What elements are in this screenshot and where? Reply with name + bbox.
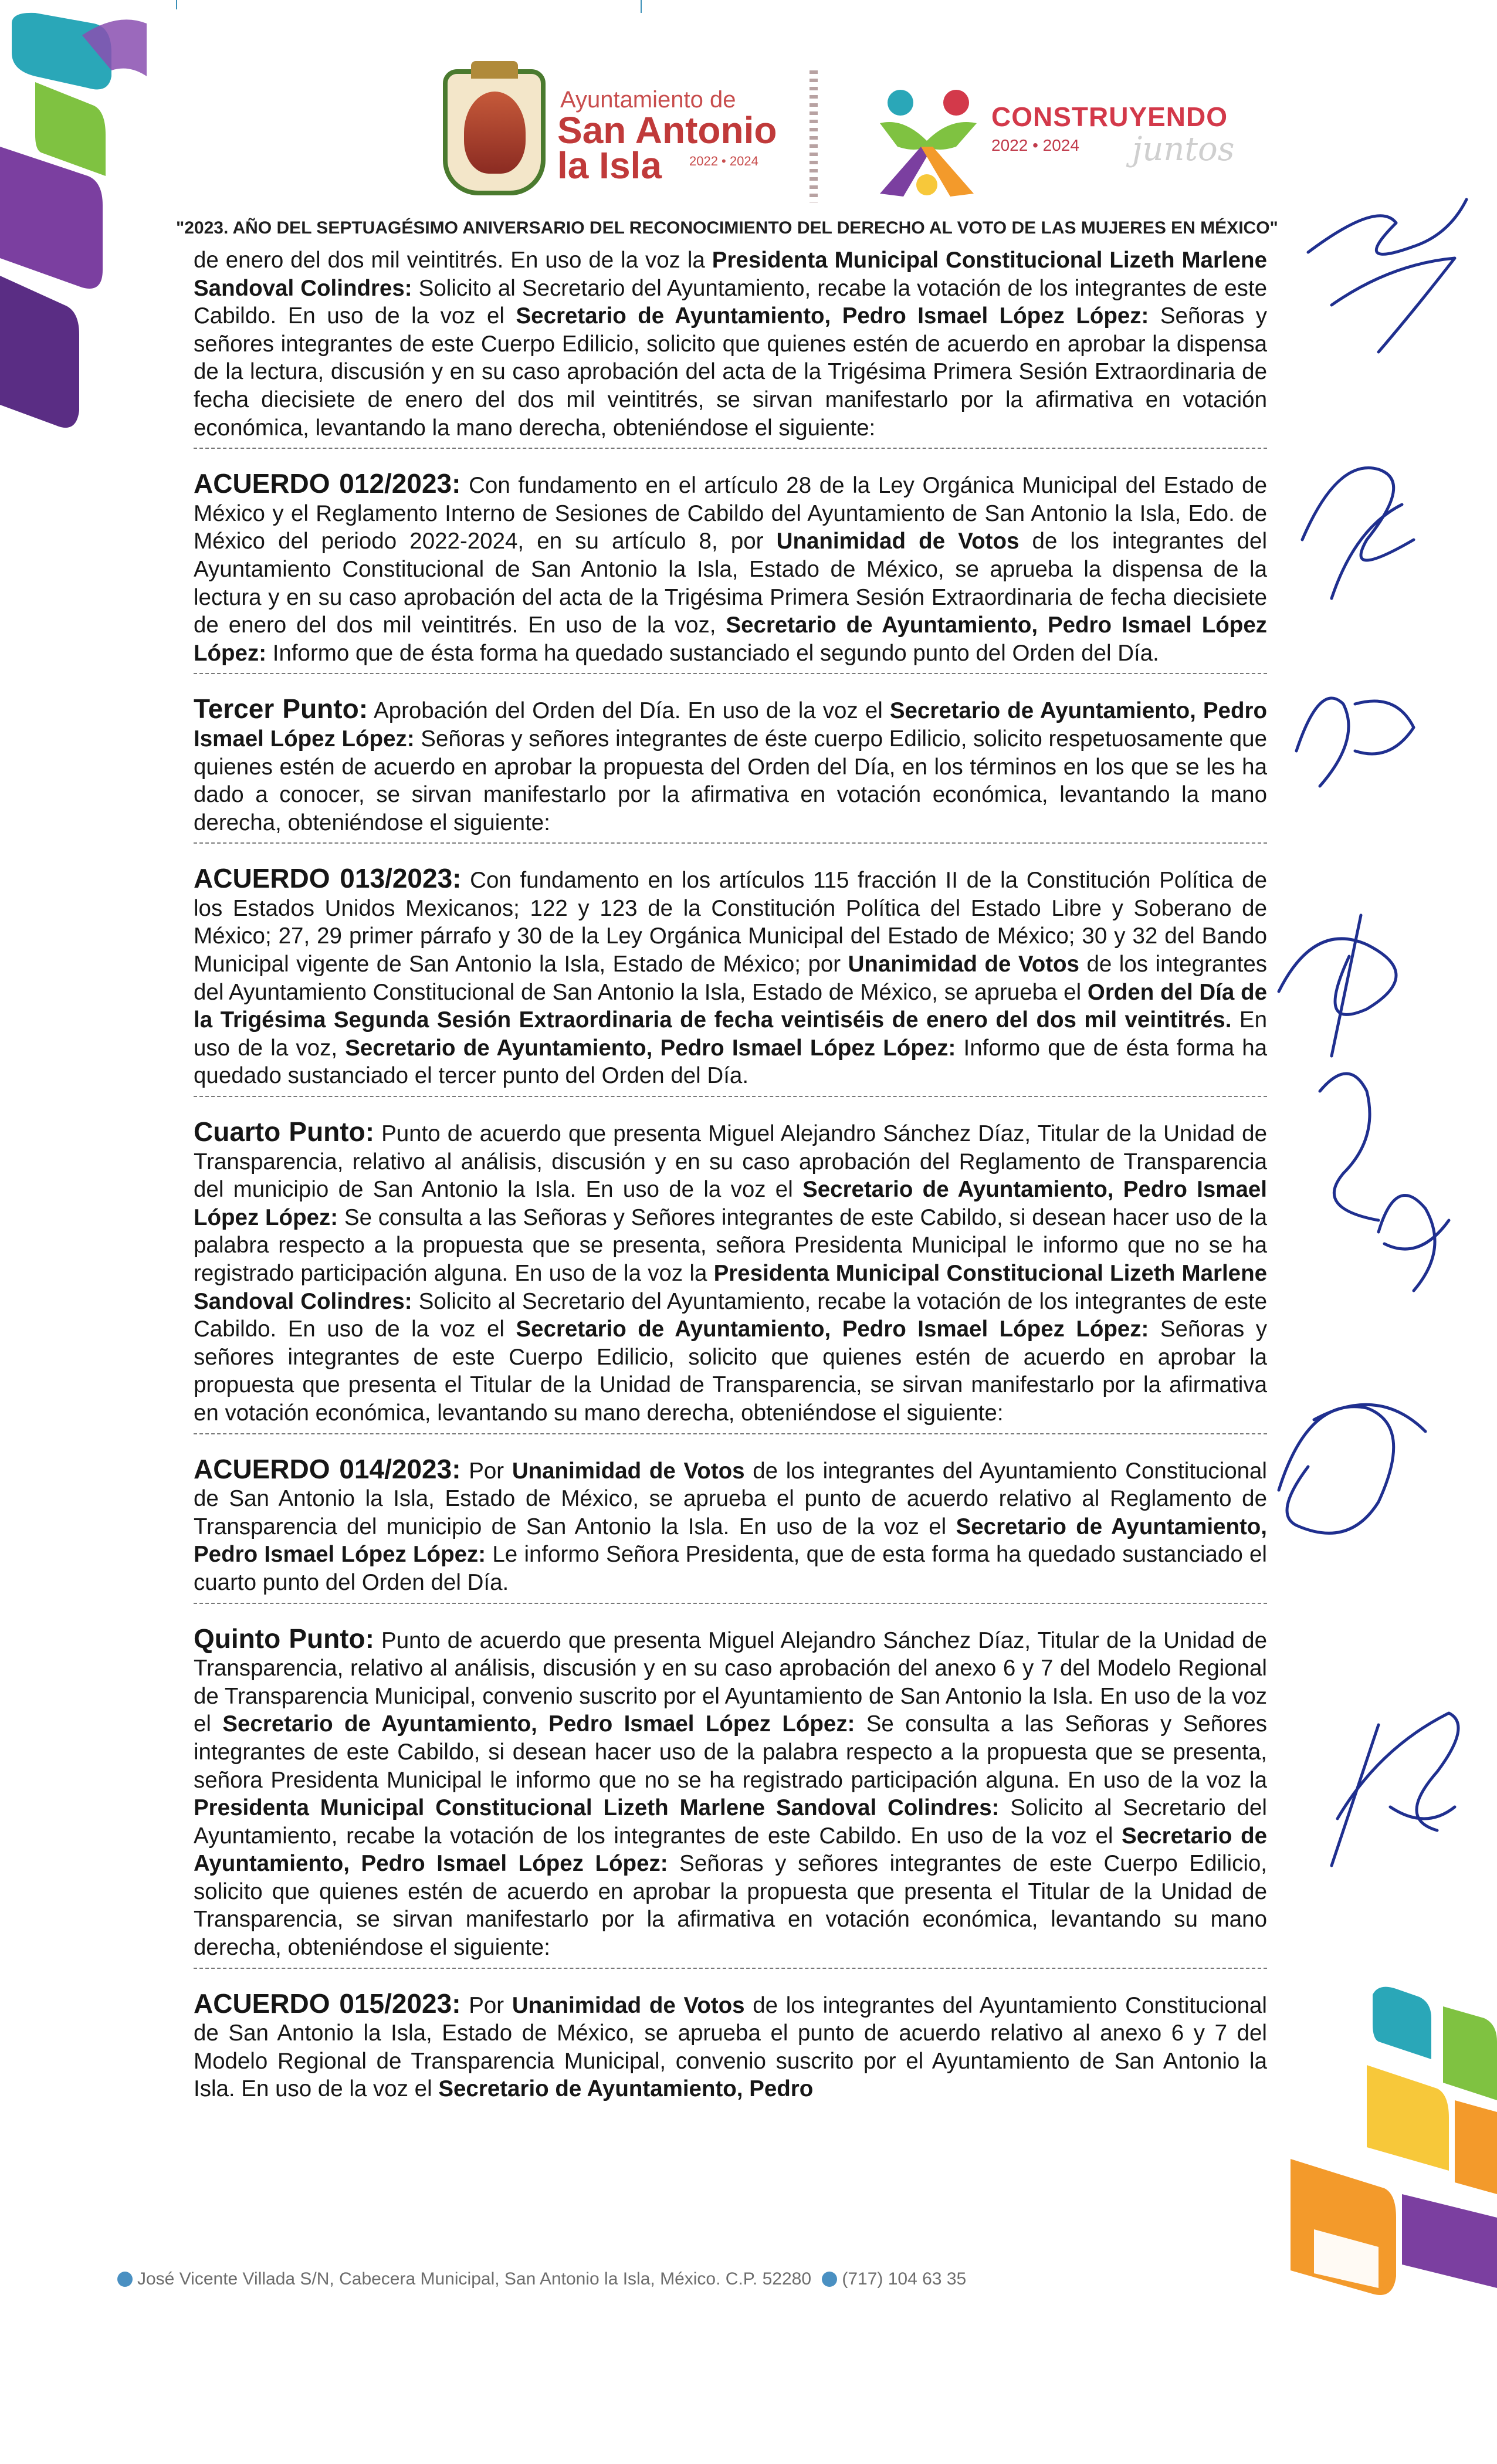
ayuntamiento-name: San Antonio la Isla bbox=[557, 109, 777, 187]
separator bbox=[194, 1603, 1267, 1622]
top-edge-mark bbox=[641, 0, 642, 13]
construyendo-logo-icon bbox=[868, 82, 985, 199]
ayuntamiento-years: 2022 • 2024 bbox=[689, 154, 758, 168]
construyendo-years bbox=[991, 136, 1079, 155]
crest-figure bbox=[464, 92, 526, 174]
signature-3 bbox=[1296, 698, 1414, 786]
tercer-punto: Tercer Punto: Aprobación del Orden del Día. En uso de la voz el Secretario de Ayuntamiento, Pedro Ismael López López: Señoras y señores integrantes de éste cuerpo Edilicio, solicito respetuosamente que quienes estén de acuerdo en aprobar la propuesta del Orden del Día, en los términos en los que se les ha dado a conocer, se sirvan manifestarlo por la afirmativa en votación económica, levantando la mano derecha, obteniéndose el siguiente: bbox=[194, 693, 1267, 835]
separator bbox=[194, 1096, 1267, 1115]
decor-top-left-shapes bbox=[0, 0, 153, 446]
signature-6 bbox=[1379, 1196, 1449, 1291]
acuerdo-015: ACUERDO 015/2023: Por Unanimidad de Votos de los integrantes del Ayuntamiento Constitucional de San Antonio la Isla, Estado de México, se aprueba el punto de acuerdo relativo al anexo 6 y 7 del Modelo Regional de Transparencia Municipal, convenio suscrito por el Ayuntamiento de San Antonio la Isla. En uso de la voz el Secretario de Ayuntamiento, Pedro bbox=[194, 1988, 1267, 2102]
separator bbox=[194, 448, 1267, 466]
crest-crown bbox=[471, 61, 518, 79]
phone-icon bbox=[822, 2272, 837, 2287]
margin-signatures bbox=[1261, 176, 1496, 1995]
acuerdo-013: ACUERDO 013/2023: Con fundamento en los artículos 115 fracción II de la Constitución Política de los Estados Unidos Mexicanos; 122 y 123 de la Constitución Política del Estado Libre y Soberano de México; 27, 29 primer párrafo y 30 de la Ley Orgánica Municipal del Estado de México; 30 y 32 del Bando Municipal vigente de San Antonio la Isla, Estado de México; por Unanimidad de Votos de los integrantes del Ayuntamiento Constitucional de San Antonio la Isla, Estado de México, se aprueba el Orden del Día de la Trigésima Segunda Sesión Extraordinaria de fecha veintiséis de enero del dos mil veintitrés. En uso de la voz, Secretario de Ayuntamiento, Pedro Ismael López López: Informo que de ésta forma ha quedado sustanciado el tercer punto del Orden del Día. bbox=[194, 863, 1268, 1089]
construyendo-title: CONSTRUYENDO bbox=[991, 101, 1228, 132]
decor-bottom-right bbox=[1291, 1983, 1497, 2311]
location-icon bbox=[117, 2272, 133, 2287]
separator bbox=[194, 1433, 1267, 1452]
signature-5 bbox=[1320, 1074, 1379, 1220]
decor-top-left bbox=[0, 0, 153, 446]
footer-phone: (717) 104 63 35 bbox=[842, 2269, 967, 2289]
signature-8 bbox=[1332, 1713, 1458, 1866]
acuerdo-014: ACUERDO 014/2023: Por Unanimidad de Votos de los integrantes del Ayuntamiento Constitucional de San Antonio la Isla, Estado de México, se aprueba el punto de acuerdo relativo al Reglamento de Transparencia del municipio de San Antonio la Isla. En uso de la voz el Secretario de Ayuntamiento, Pedro Ismael López López: Le informo Señora Presidenta, que de esta forma ha quedado sustanciado el cuarto punto del Orden del Día. bbox=[194, 1453, 1268, 1595]
cuarto-punto: Cuarto Punto: Punto de acuerdo que presenta Miguel Alejandro Sánchez Díaz, Titular de la Unidad de Transparencia, relativo al análisis, discusión y en su caso aprobación del Reglamento de Transparencia del municipio de San Antonio la Isla. En uso de la voz el Secretario de Ayuntamiento, Pedro Ismael López López: Se consulta a las Señoras y Señores integrantes de este Cabildo, si desean hacer uso de la palabra respecto a la propuesta que se presenta, señora Presidenta Municipal le informo que no se ha registrado participación alguna. En uso de la voz la Presidenta Municipal Constitucional Lizeth Marlene Sandoval Colindres: Solicito al Secretario del Ayuntamiento, recabe la votación de los integrantes de este Cabildo. En uso de la voz el Secretario de Ayuntamiento, Pedro Ismael López López: Señoras y señores integrantes de este Cuerpo Edilicio, solicito que quienes estén de acuerdo en aprobar la propuesta que presenta el Titular de la Unidad de Transparencia, se sirvan manifestarlo por la afirmativa en votación económica, levantando su mano derecha, obteniéndose el siguiente: bbox=[194, 1116, 1268, 1426]
ayuntamiento-label: Ayuntamiento de bbox=[560, 87, 736, 113]
footer-address: José Vicente Villada S/N, Cabecera Municipal, San Antonio la Isla, México. C.P. 52280 bbox=[137, 2269, 812, 2289]
municipal-crest bbox=[443, 69, 546, 195]
signature-4 bbox=[1279, 915, 1396, 1056]
signature-1 bbox=[1308, 199, 1466, 352]
decor-bottom-right-shapes bbox=[1291, 1983, 1497, 2311]
header-divider bbox=[810, 70, 818, 202]
construyendo-years-text: 2022 • 2024 bbox=[991, 136, 1079, 154]
quinto-punto: Quinto Punto: Punto de acuerdo que presenta Miguel Alejandro Sánchez Díaz, Titular de la Unidad de Transparencia, relativo al análisis, discusión y en su caso aprobación del anexo 6 y 7 del Modelo Regional de Transparencia Municipal, convenio suscrito por el Ayuntamiento de San Antonio la Isla. En uso de la voz el Secretario de Ayuntamiento, Pedro Ismael López López: Se consulta a las Señoras y Señores integrantes de este Cabildo, si desean hacer uso de la palabra respecto a la propuesta que se presenta, señora Presidenta Municipal le informo que no se ha registrado participación alguna. En uso de la voz la Presidenta Municipal Constitucional Lizeth Marlene Sandoval Colindres: Solicito al Secretario del Ayuntamiento, recabe la votación de los integrantes de este Cabildo. En uso de la voz el Secretario de Ayuntamiento, Pedro Ismael López López: Señoras y señores integrantes de este Cuerpo Edilicio, solicito que quienes estén de acuerdo en aprobar la propuesta que presenta el Titular de la Unidad de Transparencia, se sirvan manifestarlo por la afirmativa en votación económica, levantando su mano derecha, obteniéndose el siguiente: bbox=[194, 1623, 1267, 1961]
construyendo-script: juntos bbox=[1132, 130, 1235, 168]
footer-contact bbox=[117, 2269, 966, 2289]
signature-2 bbox=[1302, 468, 1414, 599]
acuerdo-012: ACUERDO 012/2023: Con fundamento en el artículo 28 de la Ley Orgánica Municipal del Estado de México y el Reglamento Interno de Sesiones de Cabildo del Ayuntamiento de San Antonio la Isla, Edo. de México del periodo 2022-2024, en su artículo 8, por Unanimidad de Votos de los integrantes del Ayuntamiento Constitucional de San Antonio la Isla, Estado de México, se aprueba la dispensa de la lectura y en su caso aprobación del acta de la Trigésima Primera Sesión Extraordinaria de fecha diecisiete de enero del dos mil veintitrés. En uso de la voz, Secretario de Ayuntamiento, Pedro Ismael López López: Informo que de ésta forma ha quedado sustanciado el segundo punto del Orden del Día. bbox=[194, 468, 1267, 666]
document-body bbox=[194, 246, 1267, 2103]
year-motto: "2023. AÑO DEL SEPTUAGÉSIMO ANIVERSARIO DEL RECONOCIMIENTO DEL DERECHO AL VOTO DE LAS MUJERES EN MÉXICO" bbox=[176, 218, 1278, 238]
top-edge-mark bbox=[176, 0, 177, 9]
separator bbox=[194, 673, 1267, 692]
paragraph-continuation: de enero del dos mil veintitrés. En uso de la voz la Presidenta Municipal Constitucional Lizeth Marlene Sandoval Colindres: Solicito al Secretario del Ayuntamiento, recabe la votación de los integrantes de este Cabildo. En uso de la voz el Secretario de Ayuntamiento, Pedro Ismael López López: Señoras y señores integrantes de este Cuerpo Edilicio, solicito que quienes estén de acuerdo en aprobar la dispensa de la lectura, discusión y en su caso aprobación del acta de la Trigésima Primera Sesión Extraordinaria de fecha diecisiete de enero del dos mil veintitrés, se sirvan manifestarlo por la afirmativa en votación económica, levantando la mano derecha, obteniéndose el siguiente: bbox=[194, 248, 1268, 441]
separator bbox=[194, 1968, 1267, 1986]
signature-7 bbox=[1279, 1404, 1425, 1533]
separator bbox=[194, 842, 1267, 861]
